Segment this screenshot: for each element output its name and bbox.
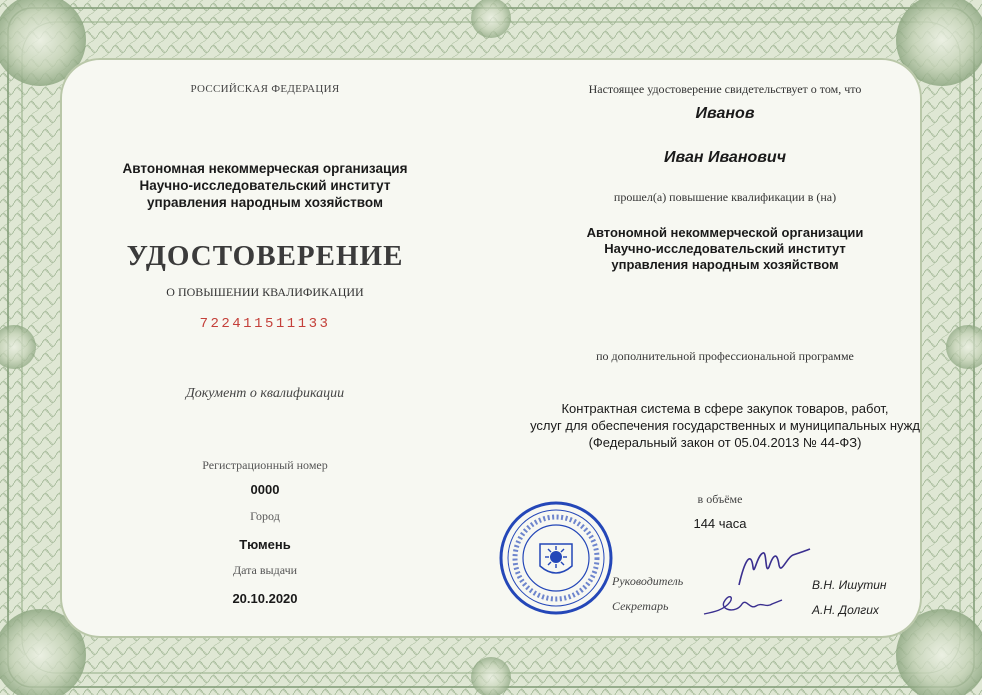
issuer-organization xyxy=(100,160,430,211)
head-name: В.Н. Ишутин xyxy=(812,578,887,592)
program-label: по дополнительной профессиональной программе xyxy=(596,349,854,363)
document-type: Документ о квалификации xyxy=(185,386,345,401)
head-signature xyxy=(735,545,813,591)
document-subtitle: О ПОВЫШЕНИИ КВАЛИФИКАЦИИ xyxy=(166,285,364,299)
issue-date-value: 20.10.2020 xyxy=(232,591,298,606)
secretary-role: Секретарь xyxy=(612,599,669,613)
holder-given-names: Иван Иванович xyxy=(663,149,787,166)
secretary-signature xyxy=(700,588,786,620)
document-title: УДОСТОВЕРЕНИЕ xyxy=(126,240,404,272)
city-label: Город xyxy=(250,509,280,523)
program-line: Контрактная система в сфере закупок товаров, работ, xyxy=(561,401,889,416)
reg-number-label: Регистрационный номер xyxy=(202,458,328,472)
reg-number-value: 0000 xyxy=(250,482,280,497)
training-org-line: Научно-исследовательский институт xyxy=(604,241,846,256)
secretary-name: А.Н. Долгих xyxy=(812,603,879,617)
head-role: Руководитель xyxy=(612,574,684,588)
issuer-org-line: управления народным хозяйством xyxy=(147,195,383,210)
serial-number: 722411511133 xyxy=(199,316,331,332)
issue-date-label: Дата выдачи xyxy=(232,563,298,577)
completed-text: прошел(а) повышение квалификации в (на) xyxy=(613,190,837,204)
issuer-org-line: Научно-исследовательский институт xyxy=(139,178,391,193)
city-value: Тюмень xyxy=(239,537,291,552)
training-org-line: Автономной некоммерческой организации xyxy=(586,225,864,240)
intro-text: Настоящее удостоверение свидетельствует о том, что xyxy=(588,82,862,96)
training-org-line: управления народным хозяйством xyxy=(611,257,839,272)
official-stamp xyxy=(498,500,614,616)
program-title xyxy=(480,400,970,451)
volume-label: в объёме xyxy=(697,492,743,506)
program-line: (Федеральный закон от 05.04.2013 № 44-ФЗ) xyxy=(588,435,862,450)
holder-surname: Иванов xyxy=(695,105,755,122)
volume-value: 144 часа xyxy=(693,516,747,531)
country-name: РОССИЙСКАЯ ФЕДЕРАЦИЯ xyxy=(190,83,340,95)
program-line: услуг для обеспечения государственных и муниципальных нужд xyxy=(530,418,920,433)
issuer-org-line: Автономная некоммерческая организация xyxy=(122,161,408,176)
training-organization xyxy=(530,225,920,273)
